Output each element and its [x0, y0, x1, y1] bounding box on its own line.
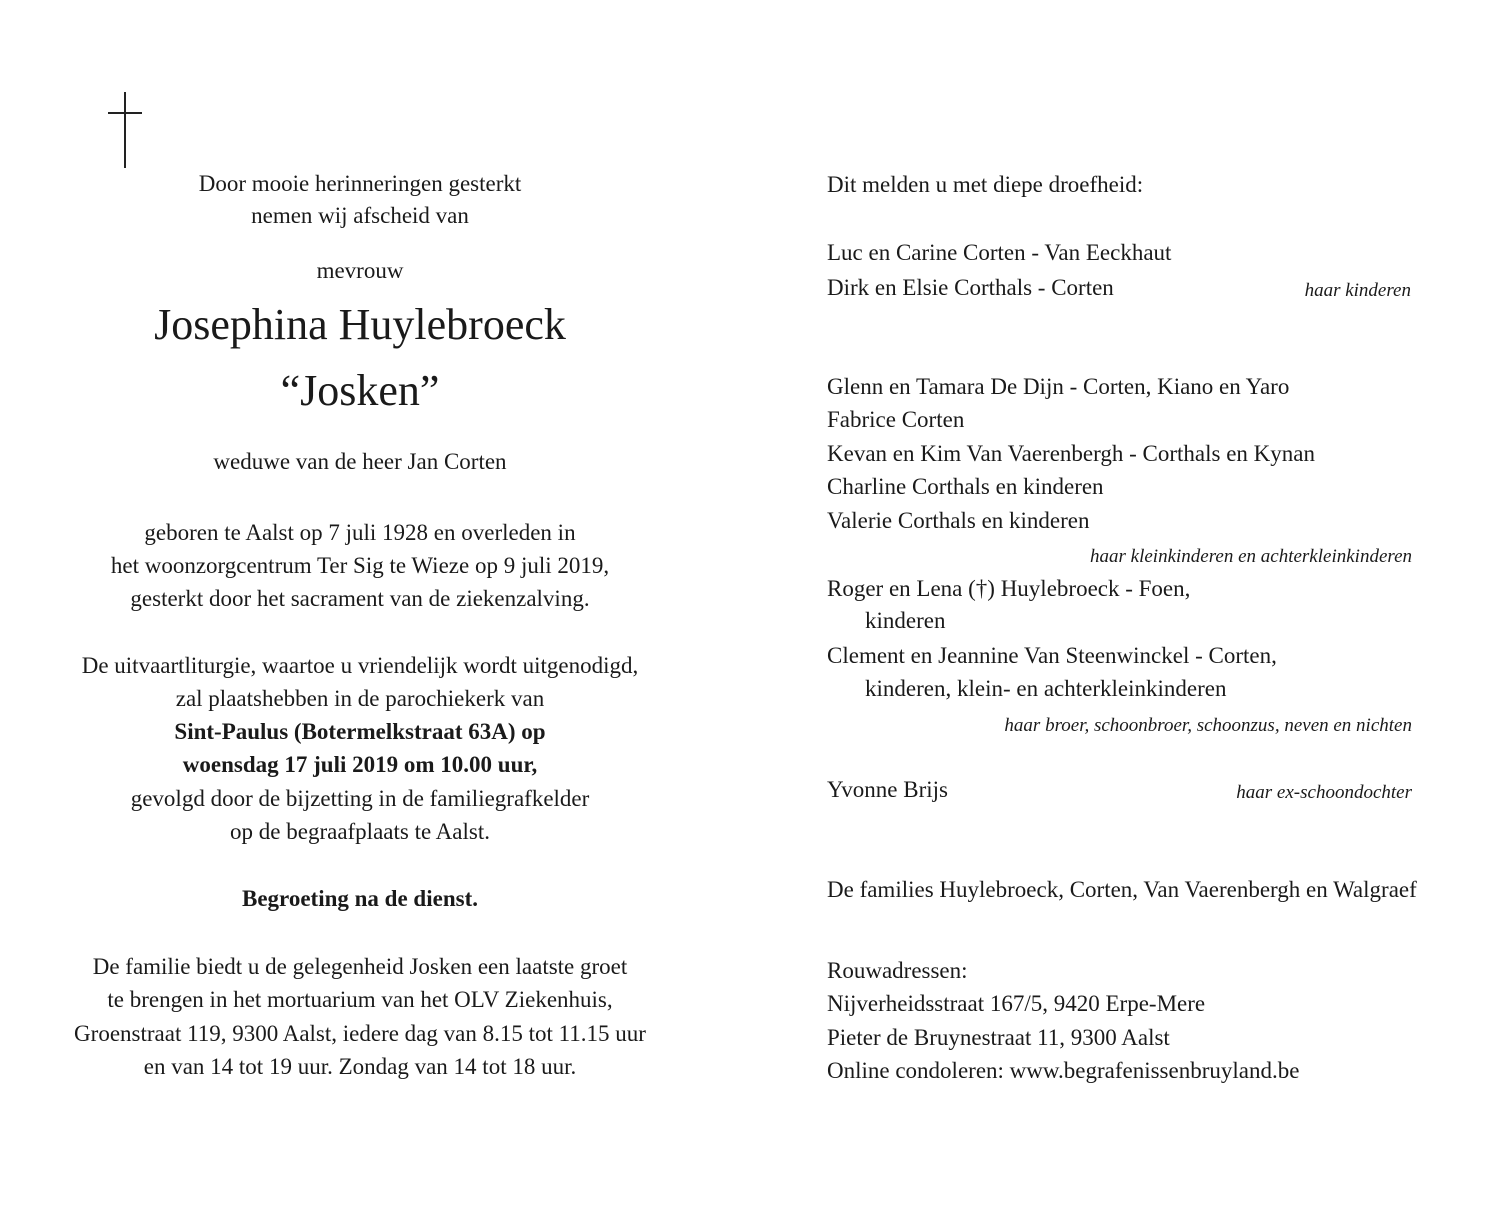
deceased-name: Josephina Huylebroeck	[154, 300, 566, 349]
intro-line-1: Door mooie herinneringen gesterkt	[198, 171, 522, 196]
children-role: haar kinderen	[1304, 280, 1411, 301]
grandchildren-role: haar kleinkinderen en achterkleinkinderen	[1090, 546, 1412, 567]
funeral-church: Sint-Paulus (Botermelkstraat 63A) op	[174, 719, 546, 744]
addresses-heading: Rouwadressen:	[827, 958, 968, 983]
cross-icon	[108, 92, 142, 168]
child-1: Luc en Carine Corten - Van Eeckhaut	[827, 240, 1172, 265]
funeral-line-2: zal plaatshebben in de parochiekerk van	[175, 686, 545, 711]
visitation-line-3: Groenstraat 119, 9300 Aalst, iedere dag van 8.15 tot 11.15 uur	[74, 1021, 646, 1046]
sibling-1: Roger en Lena (†) Huylebroeck - Foen,	[827, 576, 1191, 601]
funeral-date: woensdag 17 juli 2019 om 10.00 uur,	[182, 752, 538, 777]
visitation-line-4: en van 14 tot 19 uur. Zondag van 14 tot 18 uur.	[143, 1054, 577, 1079]
siblings-role: haar broer, schoonbroer, schoonzus, neven en nichten	[1004, 715, 1412, 736]
funeral-line-1: De uitvaartliturgie, waartoe u vriendelijk wordt uitgenodigd,	[81, 653, 639, 678]
grandchild-2: Fabrice Corten	[827, 407, 965, 432]
intro-line-2: nemen wij afscheid van	[251, 203, 469, 228]
families-line: De families Huylebroeck, Corten, Van Vaerenbergh en Walgraef	[827, 877, 1417, 902]
birth-death-line-2: het woonzorgcentrum Ter Sig te Wieze op 9 juli 2019,	[110, 553, 610, 578]
address-1: Nijverheidsstraat 167/5, 9420 Erpe-Mere	[827, 991, 1206, 1016]
deceased-nickname: “Josken”	[280, 366, 440, 415]
visitation-line-2: te brengen in het mortuarium van het OLV Ziekenhuis,	[107, 987, 613, 1012]
online-condolences: Online condoleren: www.begrafenissenbruyland.be	[827, 1058, 1300, 1083]
honorific: mevrouw	[316, 258, 404, 283]
grandchild-5: Valerie Corthals en kinderen	[827, 508, 1090, 533]
birth-death-line-3: gesterkt door het sacrament van de ziekenzalving.	[130, 586, 590, 611]
funeral-line-6: op de begraafplaats te Aalst.	[230, 819, 490, 844]
announcement: Dit melden u met diepe droefheid:	[827, 172, 1144, 197]
ex-daughter: Yvonne Brijs	[827, 777, 948, 802]
widow-line: weduwe van de heer Jan Corten	[213, 449, 507, 474]
funeral-line-5: gevolgd door de bijzetting in de familiegrafkelder	[130, 786, 590, 811]
grandchild-4: Charline Corthals en kinderen	[827, 474, 1104, 499]
visitation-line-1: De familie biedt u de gelegenheid Josken een laatste groet	[92, 954, 628, 979]
sibling-2: Clement en Jeannine Van Steenwinckel - Corten,	[827, 643, 1277, 668]
grandchild-1: Glenn en Tamara De Dijn - Corten, Kiano en Yaro	[827, 374, 1290, 399]
child-2: Dirk en Elsie Corthals - Corten	[827, 275, 1114, 300]
greeting-line: Begroeting na de dienst.	[242, 886, 478, 911]
sibling-1-family: kinderen	[865, 608, 946, 633]
birth-death-line-1: geboren te Aalst op 7 juli 1928 en overleden in	[144, 520, 576, 545]
cross-horizontal	[108, 112, 142, 114]
sibling-2-family: kinderen, klein- en achterkleinkinderen	[865, 676, 1227, 701]
grandchild-3: Kevan en Kim Van Vaerenbergh - Corthals en Kynan	[827, 441, 1315, 466]
ex-daughter-role: haar ex-schoondochter	[1236, 782, 1412, 803]
address-2: Pieter de Bruynestraat 11, 9300 Aalst	[827, 1025, 1170, 1050]
cross-vertical	[124, 92, 126, 168]
